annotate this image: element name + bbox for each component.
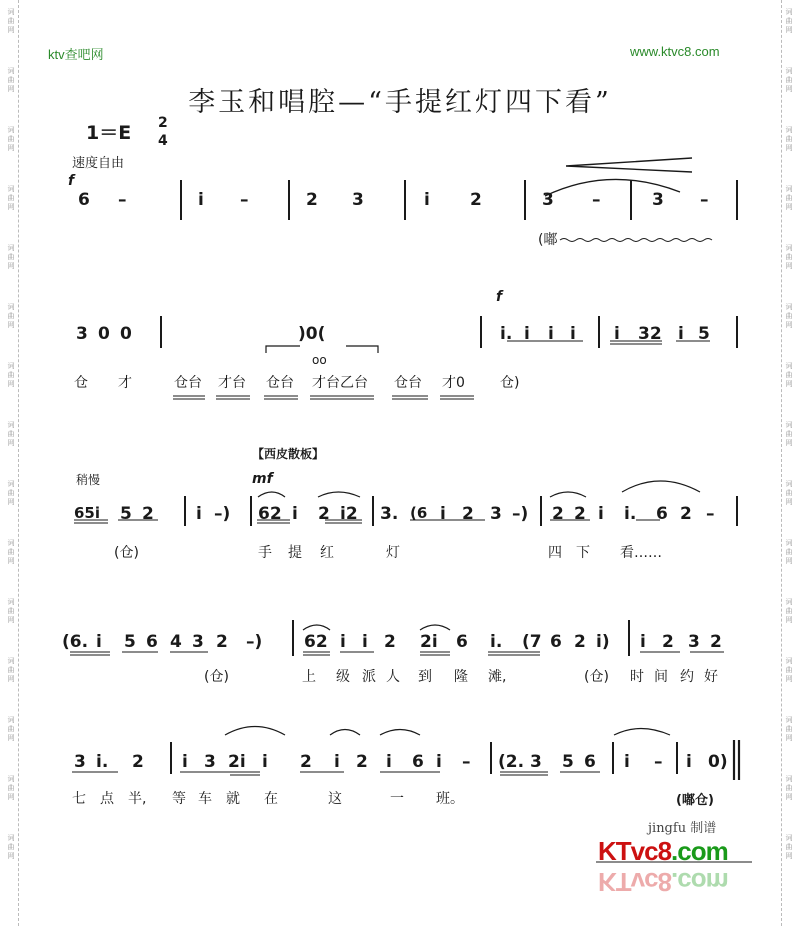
- note: (7: [522, 632, 542, 652]
- barline: [630, 180, 632, 220]
- note: 6: [412, 752, 424, 772]
- note: 0: [98, 324, 110, 344]
- note: (6.: [62, 632, 89, 652]
- key-signature: 1＝E: [86, 122, 132, 144]
- side-watermark-text: 词 曲 网: [7, 657, 15, 683]
- note: 2i: [228, 752, 246, 772]
- note: i: [340, 632, 346, 652]
- note: 6: [550, 632, 562, 652]
- note: 2: [216, 632, 228, 652]
- note: 2: [384, 632, 396, 652]
- note: 6: [78, 190, 90, 210]
- note: 65i: [74, 504, 101, 522]
- barline: [184, 496, 186, 526]
- lyric: 提: [288, 545, 302, 561]
- note: 62: [258, 504, 282, 524]
- tempo-slow: 稍慢: [76, 473, 101, 487]
- side-watermark-text: 词 曲 网: [7, 539, 15, 565]
- note: 3: [352, 190, 364, 210]
- note: 6: [456, 632, 468, 652]
- lyric: 到: [418, 669, 432, 685]
- note: 2: [132, 752, 144, 772]
- section-mark: 【西皮散板】: [252, 447, 325, 461]
- note: 2: [710, 632, 722, 652]
- side-watermark-text: 词 曲 网: [785, 8, 793, 34]
- watermark-right: www.ktvc8.com: [630, 44, 720, 59]
- barline: [540, 496, 542, 526]
- lyric: 手: [258, 545, 272, 561]
- note: (6: [410, 504, 428, 522]
- note: –): [214, 504, 231, 524]
- note: i: [440, 504, 446, 524]
- barline: [292, 620, 294, 656]
- note: i.: [500, 324, 513, 344]
- lyric: 四: [548, 545, 562, 561]
- barline: [180, 180, 182, 220]
- lyric: 派: [362, 669, 376, 685]
- note: –: [462, 752, 471, 772]
- lyric: 灯: [386, 545, 400, 561]
- note: –: [240, 190, 249, 210]
- note: 0: [120, 324, 132, 344]
- site-logo: KTvc8.com: [598, 836, 728, 866]
- barline: [524, 180, 526, 220]
- note: i): [596, 632, 610, 652]
- lyric: (嘟仓): [676, 793, 714, 808]
- side-watermark-text: 词 曲 网: [785, 657, 793, 683]
- barline: [628, 620, 630, 656]
- lyric: (仓): [114, 545, 139, 561]
- note: 2: [574, 504, 586, 524]
- note: i: [436, 752, 442, 772]
- side-watermark-text: 词 曲 网: [7, 8, 15, 34]
- side-watermark-text: 词 曲 网: [785, 775, 793, 801]
- note: i: [386, 752, 392, 772]
- note: i: [262, 752, 268, 772]
- side-watermark-text: 词 曲 网: [785, 126, 793, 152]
- side-watermark-text: 词 曲 网: [7, 775, 15, 801]
- lyric: 就: [226, 791, 240, 807]
- note: i: [362, 632, 368, 652]
- note: i: [570, 324, 576, 344]
- note: i.: [96, 752, 109, 772]
- side-watermark-text: 词 曲 网: [785, 67, 793, 93]
- note: i2: [340, 504, 358, 524]
- barline: [288, 180, 290, 220]
- barline: [480, 316, 482, 348]
- note: 3: [192, 632, 204, 652]
- barline: [736, 496, 738, 526]
- lyric: 仓台: [394, 375, 422, 391]
- lyric: 下: [576, 545, 590, 561]
- note: i: [96, 632, 102, 652]
- note: 2: [470, 190, 482, 210]
- note: i: [198, 190, 204, 210]
- side-watermark-text: 词 曲 网: [785, 539, 793, 565]
- note: –): [246, 632, 263, 652]
- note: i: [614, 324, 620, 344]
- side-watermark-text: 词 曲 网: [785, 480, 793, 506]
- note: (2.: [498, 752, 525, 772]
- lyric: 时: [630, 669, 644, 685]
- side-watermark-text: 词 曲 网: [7, 244, 15, 270]
- side-watermark-text: 词 曲 网: [7, 480, 15, 506]
- side-watermark-text: 词 曲 网: [785, 716, 793, 742]
- time-signature-bottom: 4: [158, 133, 168, 149]
- side-watermark-text: 词 曲 网: [785, 303, 793, 329]
- note: i: [334, 752, 340, 772]
- barline: [598, 316, 600, 348]
- note: i.: [624, 504, 637, 524]
- note: i: [196, 504, 202, 524]
- lyric: 一: [390, 791, 404, 807]
- note: 0): [708, 752, 728, 772]
- note: i: [640, 632, 646, 652]
- note: 2: [574, 632, 586, 652]
- lyric: 仓: [74, 375, 88, 391]
- note: –: [592, 190, 601, 210]
- note: 5: [120, 504, 132, 524]
- barline: [736, 180, 738, 220]
- side-watermark-text: 词 曲 网: [7, 362, 15, 388]
- note: i: [292, 504, 298, 524]
- rest-mark: )0(: [298, 324, 326, 344]
- lyric: (仓): [584, 669, 609, 685]
- dynamic-f-1: f: [68, 173, 75, 189]
- note: 6: [584, 752, 596, 772]
- note: i: [624, 752, 630, 772]
- barline: [676, 742, 678, 774]
- barline: [372, 496, 374, 526]
- lyric: 人: [386, 669, 400, 685]
- lyric: 七: [72, 791, 86, 807]
- lyric: 等: [172, 791, 186, 807]
- side-watermark-text: 词 曲 网: [7, 303, 15, 329]
- note: 2: [300, 752, 312, 772]
- note: 3: [542, 190, 554, 210]
- side-watermark-text: 词 曲 网: [785, 362, 793, 388]
- barline: [404, 180, 406, 220]
- lyric: (嘟: [538, 232, 558, 248]
- lyric: 好: [704, 669, 718, 685]
- note: 3: [530, 752, 542, 772]
- side-watermark-text: 词 曲 网: [7, 834, 15, 860]
- lyric: 隆: [454, 669, 468, 685]
- side-watermark-text: 词 曲 网: [7, 598, 15, 624]
- note: 4: [170, 632, 182, 652]
- credit: jingfu 制谱: [648, 821, 717, 836]
- lyric: 在: [264, 791, 278, 807]
- site-logo-reflection: KTvc8.com: [598, 867, 728, 897]
- note: 2: [142, 504, 154, 524]
- side-watermark-text: 词 曲 网: [785, 834, 793, 860]
- side-watermark-text: 词 曲 网: [7, 67, 15, 93]
- side-watermark-text: 词 曲 网: [785, 421, 793, 447]
- note: i: [686, 752, 692, 772]
- barline: [612, 742, 614, 774]
- lyric: 仓台: [174, 375, 202, 391]
- note: 3: [74, 752, 86, 772]
- lyric: 约: [680, 669, 694, 685]
- note: 5: [562, 752, 574, 772]
- lyric: 才台乙台: [312, 375, 368, 391]
- barline: [160, 316, 162, 348]
- note: –: [700, 190, 709, 210]
- side-watermark-text: 词 曲 网: [7, 185, 15, 211]
- side-watermark-text: 词 曲 网: [7, 126, 15, 152]
- time-signature-top: 2: [158, 115, 168, 131]
- dynamic-f-2: f: [496, 289, 503, 305]
- lyric: 间: [654, 669, 668, 685]
- lyric: 仓): [500, 375, 520, 391]
- note: 3.: [380, 504, 399, 524]
- note: 5: [124, 632, 136, 652]
- note: 2i: [420, 632, 438, 652]
- note: 2: [552, 504, 564, 524]
- note: 3: [652, 190, 664, 210]
- lyric: 红: [320, 545, 334, 561]
- note: 2: [356, 752, 368, 772]
- lyric: (仓): [204, 669, 229, 685]
- note: 5: [698, 324, 710, 344]
- lyric: 车: [198, 791, 212, 807]
- note: 3: [688, 632, 700, 652]
- note: –: [118, 190, 127, 210]
- note: i: [524, 324, 530, 344]
- barline: [736, 316, 738, 348]
- lyric: 半,: [128, 791, 147, 807]
- note: 2: [306, 190, 318, 210]
- note: i: [678, 324, 684, 344]
- note: 32: [638, 324, 662, 344]
- lyric: 仓台: [266, 375, 294, 391]
- barline: [490, 742, 492, 774]
- note: 2: [318, 504, 330, 524]
- lyric: 才台: [218, 375, 246, 391]
- note: –): [512, 504, 529, 524]
- score-title: 李玉和唱腔—“手提红灯四下看”: [188, 87, 612, 118]
- note: 3: [204, 752, 216, 772]
- note: 3: [490, 504, 502, 524]
- note: 6: [656, 504, 668, 524]
- lyric: 滩,: [488, 669, 507, 685]
- lyric: 点: [100, 791, 114, 807]
- side-watermark-text: 词 曲 网: [785, 598, 793, 624]
- barline: [170, 742, 172, 774]
- note: 6: [146, 632, 158, 652]
- side-watermark-text: 词 曲 网: [7, 716, 15, 742]
- tempo-intro: 速度自由: [72, 156, 125, 171]
- note: 62: [304, 632, 328, 652]
- note: i.: [490, 632, 503, 652]
- repeat-mark: oo: [312, 353, 327, 367]
- dynamic-mf: mf: [252, 471, 273, 487]
- note: i: [598, 504, 604, 524]
- note: i: [182, 752, 188, 772]
- lyric: 看……: [620, 545, 662, 561]
- watermark-left: ktv查吧网: [48, 47, 104, 62]
- lyric: 上: [302, 669, 316, 685]
- note: 3: [76, 324, 88, 344]
- lyric: 级: [336, 669, 350, 685]
- side-watermark-text: 词 曲 网: [7, 421, 15, 447]
- lyric: 这: [328, 791, 342, 807]
- lyric: 班。: [436, 791, 464, 807]
- note: i: [424, 190, 430, 210]
- side-watermark-text: 词 曲 网: [785, 185, 793, 211]
- note: 2: [662, 632, 674, 652]
- note: 2: [462, 504, 474, 524]
- note: 2: [680, 504, 692, 524]
- side-watermark-text: 词 曲 网: [785, 244, 793, 270]
- note: –: [706, 504, 715, 524]
- note: –: [654, 752, 663, 772]
- lyric: 才: [118, 375, 132, 391]
- note: i: [548, 324, 554, 344]
- barline: [250, 496, 252, 526]
- lyric: 才0: [442, 375, 465, 391]
